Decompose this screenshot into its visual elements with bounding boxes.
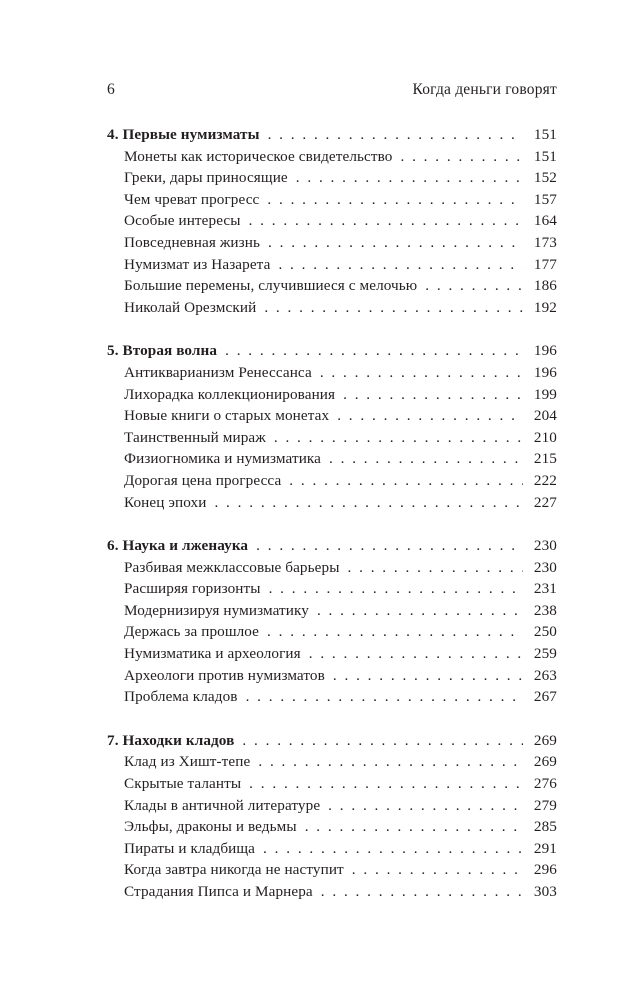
page-reference: 186 <box>533 277 557 295</box>
section-entry <box>107 623 557 645</box>
chapter-block <box>107 537 557 710</box>
chapter-title: 7. Находки кладов <box>107 731 235 749</box>
section-title: Чем чреват прогресс <box>124 190 260 208</box>
page-reference: 291 <box>533 839 557 857</box>
page-reference: 230 <box>533 558 557 576</box>
page-reference: 164 <box>533 212 557 230</box>
section-title: Таинственный мираж <box>124 428 266 446</box>
dot-leader <box>249 775 523 793</box>
dot-leader <box>267 191 523 209</box>
section-title: Проблема кладов <box>124 688 238 706</box>
section-title: Археологи против нумизматов <box>124 666 325 684</box>
section-entry <box>107 234 557 256</box>
dot-leader <box>264 299 523 317</box>
dot-leader <box>328 797 523 815</box>
section-entry <box>107 299 557 321</box>
dot-leader <box>309 645 523 663</box>
page-reference: 279 <box>533 796 557 814</box>
section-title: Скрытые таланты <box>124 775 242 793</box>
section-title: Держась за прошлое <box>124 623 260 641</box>
section-entry <box>107 840 557 862</box>
page-reference: 267 <box>533 688 557 706</box>
section-entry <box>107 667 557 689</box>
section-entry <box>107 559 557 581</box>
section-entry <box>107 148 557 170</box>
dot-leader <box>343 386 523 404</box>
section-entry <box>107 472 557 494</box>
section-title: Особые интересы <box>124 212 241 230</box>
dot-leader <box>249 212 523 230</box>
section-title: Лихорадка коллекционирования <box>124 385 336 403</box>
section-entry <box>107 212 557 234</box>
table-of-contents <box>107 126 557 927</box>
section-entry <box>107 191 557 213</box>
page-reference: 296 <box>533 861 557 879</box>
section-title: Дорогая цена прогресса <box>124 471 282 489</box>
chapter-block <box>107 342 557 515</box>
section-entry <box>107 364 557 386</box>
page-reference: 196 <box>533 363 557 381</box>
section-title: Клад из Хишт-тепе <box>124 753 251 771</box>
page-reference: 215 <box>533 450 557 468</box>
dot-leader <box>289 472 523 490</box>
section-title: Большие перемены, случившиеся с мелочью <box>124 277 418 295</box>
dot-leader <box>296 169 523 187</box>
section-title: Физиогномика и нумизматика <box>124 450 322 468</box>
page-reference: 227 <box>533 493 557 511</box>
page-reference: 192 <box>533 298 557 316</box>
section-title: Модернизируя нумизматику <box>124 601 309 619</box>
section-title: Нумизматика и археология <box>124 645 301 663</box>
dot-leader <box>225 342 523 360</box>
section-entry <box>107 277 557 299</box>
dot-leader <box>214 494 523 512</box>
running-header <box>107 81 557 99</box>
page-reference: 250 <box>533 623 557 641</box>
section-title: Расширяя горизонты <box>124 580 261 598</box>
chapter-entry <box>107 732 557 754</box>
section-entry <box>107 818 557 840</box>
section-title: Николай Орезмский <box>124 298 257 316</box>
dot-leader <box>317 602 523 620</box>
page-reference: 151 <box>533 147 557 165</box>
page-reference: 199 <box>533 385 557 403</box>
page-reference: 210 <box>533 428 557 446</box>
dot-leader <box>348 559 524 577</box>
dot-leader <box>329 450 523 468</box>
dot-leader <box>320 364 523 382</box>
chapter-title: 4. Первые нумизматы <box>107 126 260 143</box>
dot-leader <box>246 688 523 706</box>
chapter-block <box>107 126 557 320</box>
page-reference: 173 <box>533 233 557 251</box>
section-entry <box>107 645 557 667</box>
dot-leader <box>256 537 523 555</box>
section-entry <box>107 494 557 516</box>
page-reference: 157 <box>533 190 557 208</box>
section-title: Страдания Пипса и Марнера <box>124 883 313 900</box>
section-entry <box>107 169 557 191</box>
dot-leader <box>258 753 523 771</box>
dot-leader <box>400 148 523 166</box>
running-title: Когда деньги говорят <box>412 81 557 98</box>
dot-leader <box>425 277 523 295</box>
section-title: Когда завтра никогда не наступит <box>124 861 344 879</box>
dot-leader <box>263 840 523 858</box>
page-number: 6 <box>107 81 115 98</box>
section-entry <box>107 407 557 429</box>
chapter-block <box>107 732 557 905</box>
page-reference: 303 <box>533 883 557 900</box>
chapter-title: 6. Наука и лженаука <box>107 537 249 555</box>
section-entry <box>107 775 557 797</box>
page-reference: 152 <box>533 169 557 187</box>
dot-leader <box>267 623 523 641</box>
section-title: Антикварианизм Ренессанса <box>124 363 312 381</box>
section-title: Повседневная жизнь <box>124 233 261 251</box>
section-title: Нумизмат из Назарета <box>124 255 271 273</box>
dot-leader <box>278 256 523 274</box>
section-entry <box>107 602 557 624</box>
section-title: Монеты как историческое свидетельство <box>124 147 393 165</box>
dot-leader <box>274 429 523 447</box>
section-title: Эльфы, драконы и ведьмы <box>124 818 297 836</box>
page-reference: 222 <box>533 471 557 489</box>
dot-leader <box>268 234 523 252</box>
page-reference: 238 <box>533 601 557 619</box>
page-reference: 204 <box>533 407 557 425</box>
section-entry <box>107 861 557 883</box>
page-reference: 259 <box>533 645 557 663</box>
section-title: Пираты и кладбища <box>124 839 256 857</box>
page-reference: 276 <box>533 775 557 793</box>
page-reference: 263 <box>533 666 557 684</box>
section-title: Конец эпохи <box>124 493 207 511</box>
page-reference: 151 <box>533 126 557 143</box>
dot-leader <box>242 732 523 750</box>
dot-leader <box>333 667 523 685</box>
chapter-entry <box>107 537 557 559</box>
section-entry <box>107 450 557 472</box>
section-entry <box>107 580 557 602</box>
section-entry <box>107 688 557 710</box>
section-title: Разбивая межклассовые барьеры <box>124 558 340 576</box>
section-entry <box>107 753 557 775</box>
page-reference: 285 <box>533 818 557 836</box>
page-reference: 177 <box>533 255 557 273</box>
page-reference: 230 <box>533 537 557 555</box>
dot-leader <box>337 407 523 425</box>
dot-leader <box>321 883 523 901</box>
page-reference: 269 <box>533 753 557 771</box>
chapter-entry <box>107 126 557 148</box>
section-entry <box>107 256 557 278</box>
section-title: Новые книги о старых монетах <box>124 407 330 425</box>
page-reference: 231 <box>533 580 557 598</box>
dot-leader <box>352 861 523 879</box>
dot-leader <box>268 126 523 144</box>
page-reference: 196 <box>533 342 557 360</box>
dot-leader <box>269 580 523 598</box>
section-entry <box>107 429 557 451</box>
chapter-title: 5. Вторая волна <box>107 342 218 360</box>
dot-leader <box>305 818 523 836</box>
section-title: Греки, дары приносящие <box>124 169 288 187</box>
section-entry <box>107 386 557 408</box>
page-reference: 269 <box>533 731 557 749</box>
section-title: Клады в античной литературе <box>124 796 321 814</box>
section-entry <box>107 883 557 905</box>
chapter-entry <box>107 342 557 364</box>
section-entry <box>107 797 557 819</box>
